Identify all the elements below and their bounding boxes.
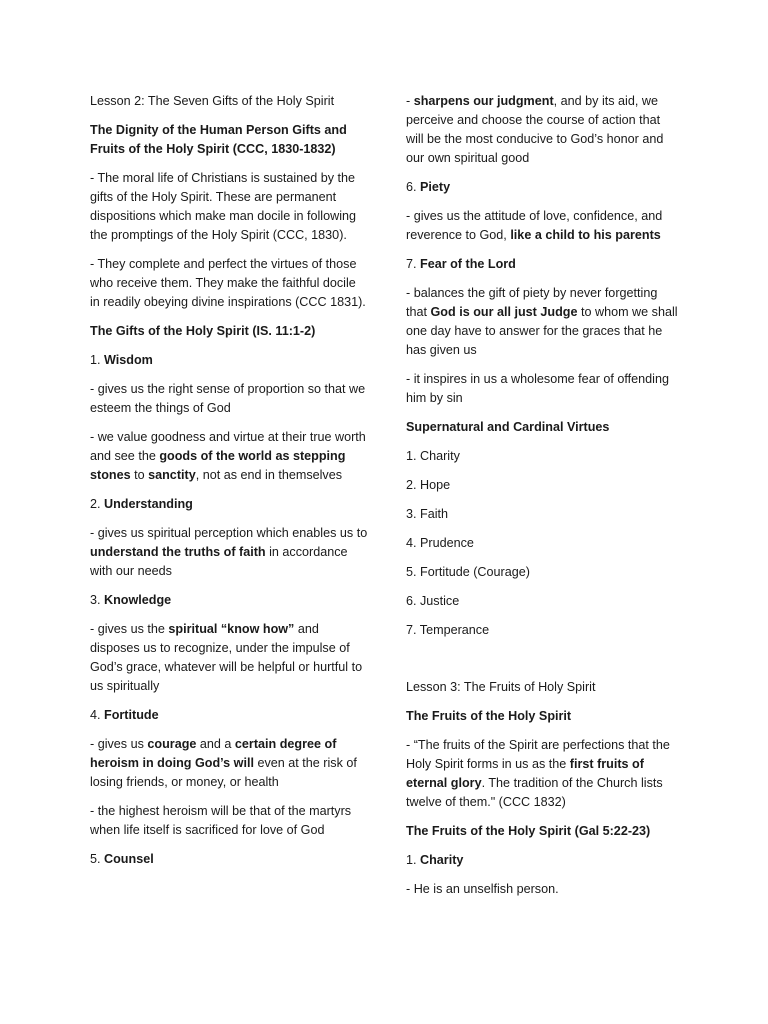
section-heading: The Fruits of the Holy Spirit (Gal 5:22-23) <box>406 824 651 838</box>
gift-title-fortitude: 4. Fortitude <box>90 708 159 722</box>
paragraph: - He is an unselfish person. <box>406 882 559 896</box>
section-heading: Supernatural and Cardinal Virtues <box>406 420 610 434</box>
paragraph: - we value goodness and virtue at their true worth and see the goods of the world as stepping stones to sanctity, not as end in themselves <box>90 430 366 482</box>
spacer <box>406 650 680 678</box>
paragraph: - gives us courage and a certain degree of heroism in doing God’s will even at the risk of losing friends, or money, or health <box>90 737 357 789</box>
section-heading: The Fruits of the Holy Spirit <box>406 709 572 723</box>
paragraph: - sharpens our judgment, and by its aid, we perceive and choose the course of action that will be the most conducive to God’s honor and our own spiritual good <box>406 94 664 165</box>
lesson-title: Lesson 3: The Fruits of Holy Spirit <box>406 680 596 694</box>
paragraph: - the highest heroism will be that of the martyrs when life itself is sacrificed for love of God <box>90 804 352 837</box>
paragraph: - gives us the right sense of proportion so that we esteem the things of God <box>90 382 366 415</box>
paragraph: - gives us the spiritual “know how” and disposes us to recognize, under the impulse of God’s grace, whatever will be helpful or hurtful to us spiritually <box>90 622 363 693</box>
paragraph: - The moral life of Christians is sustained by the gifts of the Holy Spirit. These are permanent dispositions which make man docile in following the promptings of the Holy Spirit (CCC, 1830). <box>90 171 356 242</box>
virtue-item: 4. Prudence <box>406 536 474 550</box>
virtue-item: 5. Fortitude (Courage) <box>406 565 530 579</box>
paragraph: - They complete and perfect the virtues of those who receive them. They make the faithful docile in readily obeying divine inspirations (CCC 1831). <box>90 257 366 309</box>
right-column <box>406 92 680 909</box>
left-column <box>90 92 368 879</box>
gift-title-understanding: 2. Understanding <box>90 497 193 511</box>
gift-title-piety: 6. Piety <box>406 180 451 194</box>
virtue-item: 2. Hope <box>406 478 451 492</box>
section-heading: The Dignity of the Human Person Gifts and Fruits of the Holy Spirit (CCC, 1830-1832) <box>90 123 347 156</box>
virtue-item: 6. Justice <box>406 594 460 608</box>
virtue-item: 3. Faith <box>406 507 448 521</box>
fruit-title-charity: 1. Charity <box>406 853 464 867</box>
gift-title-knowledge: 3. Knowledge <box>90 593 172 607</box>
virtue-item: 1. Charity <box>406 449 460 463</box>
paragraph: - balances the gift of piety by never forgetting that God is our all just Judge to whom we shall one day have to answer for the graces that he has given us <box>406 286 678 357</box>
paragraph: - gives us spiritual perception which enables us to understand the truths of faith in accordance with our needs <box>90 526 368 578</box>
section-heading: The Gifts of the Holy Spirit (IS. 11:1-2) <box>90 324 316 338</box>
paragraph: - it inspires in us a wholesome fear of offending him by sin <box>406 372 669 405</box>
lesson-title: Lesson 2: The Seven Gifts of the Holy Spirit <box>90 94 335 108</box>
virtue-item: 7. Temperance <box>406 623 490 637</box>
gift-title-fear-of-the-lord: 7. Fear of the Lord <box>406 257 516 271</box>
paragraph: - “The fruits of the Spirit are perfections that the Holy Spirit forms in us as the first fruits of eternal glory. The tradition of the Church lists twelve of them." (CCC 1832) <box>406 738 670 809</box>
gift-title-wisdom: 1. Wisdom <box>90 353 153 367</box>
gift-title-counsel: 5. Counsel <box>90 852 154 866</box>
paragraph: - gives us the attitude of love, confidence, and reverence to God, like a child to his parents <box>406 209 663 242</box>
